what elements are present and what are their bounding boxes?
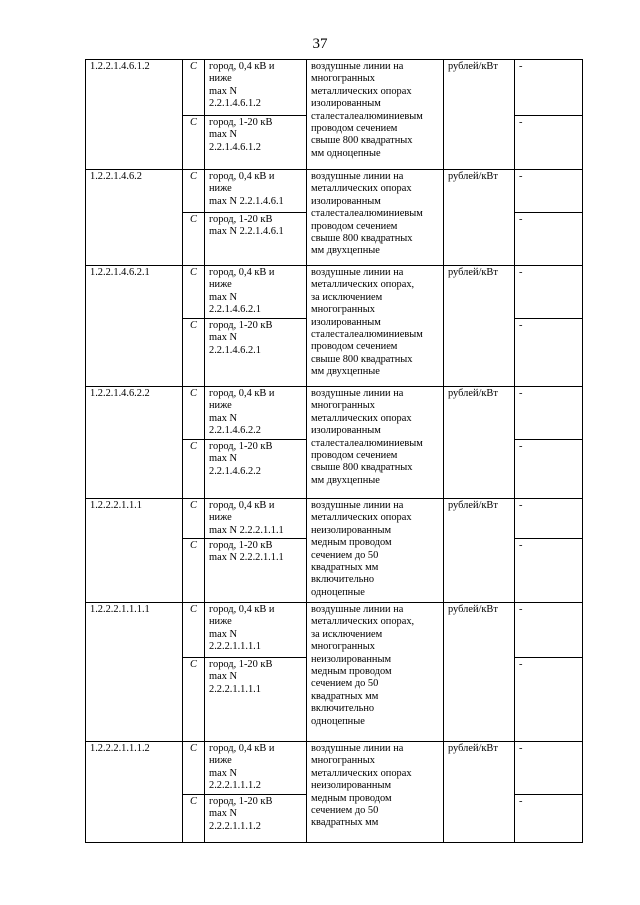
tariff-table bbox=[85, 59, 583, 843]
voltage-level: город, 1-20 кВ max N 2.2.1.4.6.1 bbox=[205, 213, 307, 266]
line-description: воздушные линии на металлических опорах, за исключением многогранных изолированным сталесталеалюминиевым проводом сечением свыше 800 квадратных мм двухцепные bbox=[307, 266, 444, 387]
voltage-category: С bbox=[183, 603, 205, 658]
unit-label: рублей/кВт bbox=[444, 60, 515, 170]
voltage-category: С bbox=[183, 795, 205, 843]
line-description: воздушные линии на многогранных металлических опорах неизолированным медным проводом сечением до 50 квадратных мм bbox=[307, 742, 444, 843]
table-row bbox=[86, 266, 583, 319]
row-code: 1.2.2.2.1.1.1 bbox=[86, 499, 183, 603]
tariff-value: - bbox=[515, 603, 583, 658]
line-description: воздушные линии на многогранных металлических опорах изолированным сталесталеалюминиевым проводом сечением свыше 800 квадратных мм одноцепные bbox=[307, 60, 444, 170]
voltage-category: С bbox=[183, 658, 205, 742]
tariff-value: - bbox=[515, 499, 583, 539]
voltage-level: город, 1-20 кВ max N 2.2.1.4.6.2.1 bbox=[205, 319, 307, 387]
voltage-category: С bbox=[183, 440, 205, 499]
voltage-level: город, 1-20 кВ max N 2.2.1.4.6.1.2 bbox=[205, 116, 307, 170]
voltage-category: С bbox=[183, 170, 205, 213]
line-description: воздушные линии на металлических опорах, за исключением многогранных неизолированным медным проводом сечением до 50 квадратных мм включительно одноцепные bbox=[307, 603, 444, 742]
voltage-level: город, 1-20 кВ max N 2.2.1.4.6.2.2 bbox=[205, 440, 307, 499]
voltage-level: город, 0,4 кВ и ниже max N 2.2.2.1.1.1.2 bbox=[205, 742, 307, 795]
voltage-category: С bbox=[183, 116, 205, 170]
voltage-level: город, 0,4 кВ и ниже max N 2.2.2.1.1.1.1 bbox=[205, 603, 307, 658]
voltage-category: С bbox=[183, 539, 205, 603]
voltage-category: С bbox=[183, 387, 205, 440]
tariff-value: - bbox=[515, 116, 583, 170]
row-code: 1.2.2.1.4.6.2.2 bbox=[86, 387, 183, 499]
tariff-value: - bbox=[515, 387, 583, 440]
voltage-category: С bbox=[183, 266, 205, 319]
table-row bbox=[86, 499, 583, 539]
voltage-category: С bbox=[183, 319, 205, 387]
page-number: 37 bbox=[312, 36, 328, 52]
voltage-level: город, 0,4 кВ и ниже max N 2.2.1.4.6.1 bbox=[205, 170, 307, 213]
voltage-level: город, 1-20 кВ max N 2.2.2.1.1.1.1 bbox=[205, 658, 307, 742]
row-code: 1.2.2.1.4.6.1.2 bbox=[86, 60, 183, 170]
tariff-value: - bbox=[515, 440, 583, 499]
tariff-value: - bbox=[515, 795, 583, 843]
row-code: 1.2.2.2.1.1.1.2 bbox=[86, 742, 183, 843]
voltage-level: город, 0,4 кВ и ниже max N 2.2.2.1.1.1 bbox=[205, 499, 307, 539]
voltage-level: город, 0,4 кВ и ниже max N 2.2.1.4.6.1.2 bbox=[205, 60, 307, 116]
table-row bbox=[86, 170, 583, 213]
row-code: 1.2.2.1.4.6.2 bbox=[86, 170, 183, 266]
table-row bbox=[86, 60, 583, 116]
unit-label: рублей/кВт bbox=[444, 603, 515, 742]
voltage-category: С bbox=[183, 499, 205, 539]
voltage-category: С bbox=[183, 742, 205, 795]
unit-label: рублей/кВт bbox=[444, 266, 515, 387]
voltage-category: С bbox=[183, 213, 205, 266]
voltage-level: город, 0,4 кВ и ниже max N 2.2.1.4.6.2.1 bbox=[205, 266, 307, 319]
table-row bbox=[86, 603, 583, 658]
tariff-value: - bbox=[515, 60, 583, 116]
tariff-value: - bbox=[515, 742, 583, 795]
unit-label: рублей/кВт bbox=[444, 499, 515, 603]
voltage-level: город, 1-20 кВ max N 2.2.2.1.1.1 bbox=[205, 539, 307, 603]
unit-label: рублей/кВт bbox=[444, 742, 515, 843]
tariff-value: - bbox=[515, 319, 583, 387]
row-code: 1.2.2.2.1.1.1.1 bbox=[86, 603, 183, 742]
tariff-value: - bbox=[515, 266, 583, 319]
tariff-value: - bbox=[515, 213, 583, 266]
table-row bbox=[86, 742, 583, 795]
voltage-level: город, 0,4 кВ и ниже max N 2.2.1.4.6.2.2 bbox=[205, 387, 307, 440]
line-description: воздушные линии на металлических опорах неизолированным медным проводом сечением до 50 квадратных мм включительно одноцепные bbox=[307, 499, 444, 603]
line-description: воздушные линии на многогранных металлических опорах изолированным сталесталеалюминиевым проводом сечением свыше 800 квадратных мм двухцепные bbox=[307, 387, 444, 499]
unit-label: рублей/кВт bbox=[444, 387, 515, 499]
table-row bbox=[86, 387, 583, 440]
tariff-value: - bbox=[515, 170, 583, 213]
voltage-level: город, 1-20 кВ max N 2.2.2.1.1.1.2 bbox=[205, 795, 307, 843]
row-code: 1.2.2.1.4.6.2.1 bbox=[86, 266, 183, 387]
line-description: воздушные линии на металлических опорах изолированным сталесталеалюминиевым проводом сечением свыше 800 квадратных мм двухцепные bbox=[307, 170, 444, 266]
tariff-value: - bbox=[515, 658, 583, 742]
voltage-category: С bbox=[183, 60, 205, 116]
tariff-value: - bbox=[515, 539, 583, 603]
unit-label: рублей/кВт bbox=[444, 170, 515, 266]
